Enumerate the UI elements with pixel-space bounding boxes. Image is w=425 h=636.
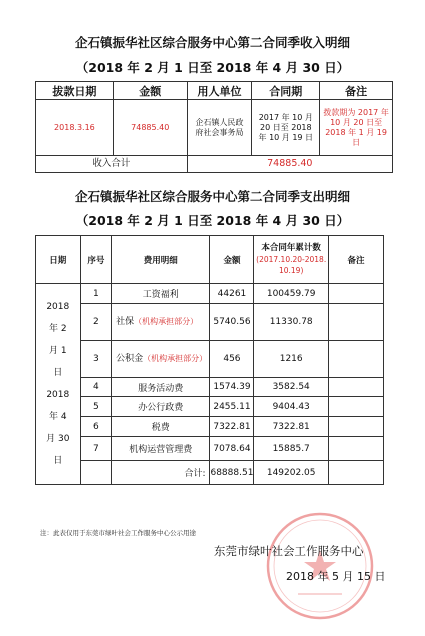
row-remark — [328, 378, 383, 397]
date-line: 月 30 — [46, 434, 70, 444]
table-row — [36, 284, 384, 304]
row-amount: 1574.39 — [210, 378, 254, 397]
row-seq: 5 — [80, 397, 112, 417]
expense-total-label: 合计: — [112, 461, 210, 485]
item-note: （机构承担部分） — [134, 317, 199, 326]
row-cumulative: 11330.78 — [254, 304, 328, 341]
income-contract: 2017 年 10 月 20 日至 2018 年 10 月 19 日 — [252, 100, 320, 156]
date-line: 2018 — [46, 302, 70, 312]
expense-header-item: 费用明细 — [112, 236, 210, 284]
income-header-amount: 金额 — [113, 82, 187, 100]
expense-header-amount: 金额 — [210, 236, 254, 284]
expense-total-cumulative: 149202.05 — [254, 461, 328, 485]
expense-header-cumulative — [254, 236, 328, 284]
income-total-row — [36, 156, 393, 173]
row-item: 税费 — [112, 417, 210, 437]
income-period: （2018 年 2 月 1 日至 2018 年 4 月 30 日） — [75, 60, 350, 75]
income-header-employer: 用人单位 — [187, 82, 252, 100]
income-remark: 拨款期为 2017 年 10 月 20 日至 2018 年 1 月 19 日 — [320, 100, 393, 156]
expense-title: 企石镇振华社区综合服务中心第二合同季支出明细 — [74, 189, 350, 204]
date-line: 2018 — [46, 390, 70, 400]
income-row — [36, 100, 393, 156]
row-seq: 3 — [80, 341, 112, 378]
table-row — [36, 341, 384, 378]
date-line: 月 1 — [48, 346, 67, 356]
income-header-row — [36, 82, 393, 100]
row-seq: 1 — [80, 284, 112, 304]
row-cumulative: 9404.43 — [254, 397, 328, 417]
expense-total-amount: 68888.51 — [210, 461, 254, 485]
official-seal — [264, 510, 376, 622]
income-table — [35, 81, 393, 173]
table-row — [36, 378, 384, 397]
table-row — [36, 304, 384, 341]
row-remark — [328, 397, 383, 417]
expense-header-date: 日期 — [36, 236, 81, 284]
expense-header-remark: 备注 — [328, 236, 383, 284]
row-item: 工资福利 — [112, 284, 210, 304]
date-line: 日 — [53, 456, 63, 466]
signature-date: 2018 年 5 月 15 日 — [286, 570, 386, 583]
item-label: 公积金 — [116, 354, 144, 364]
income-title: 企石镇振华社区综合服务中心第二合同季收入明细 — [74, 35, 350, 50]
date-line: 年 2 — [48, 324, 67, 334]
income-header-date: 拔款日期 — [36, 82, 114, 100]
row-amount: 44261 — [210, 284, 254, 304]
expense-table — [35, 235, 384, 485]
expense-total-row — [36, 461, 384, 485]
row-seq: 4 — [80, 378, 112, 397]
table-row — [36, 417, 384, 437]
row-amount: 456 — [210, 341, 254, 378]
row-item — [112, 341, 210, 378]
row-remark — [328, 417, 383, 437]
row-item — [112, 304, 210, 341]
income-header-remark: 备注 — [320, 82, 393, 100]
row-remark — [328, 341, 383, 378]
row-cumulative: 7322.81 — [254, 417, 328, 437]
date-line: 日 — [53, 368, 63, 378]
income-date: 2018.3.16 — [36, 100, 114, 156]
row-seq: 6 — [80, 417, 112, 437]
org-name: 东莞市绿叶社会工作服务中心 — [214, 544, 364, 558]
total-seq-empty — [80, 461, 112, 485]
item-label: 社保 — [116, 317, 135, 327]
expense-header-seq: 序号 — [80, 236, 112, 284]
table-row — [36, 397, 384, 417]
row-amount: 7078.64 — [210, 437, 254, 461]
row-item: 服务活动费 — [112, 378, 210, 397]
row-cumulative: 1216 — [254, 341, 328, 378]
cumulative-period: (2017.10.20-2018.10.19) — [256, 255, 327, 275]
row-item: 办公行政费 — [112, 397, 210, 417]
income-header-contract: 合同期 — [252, 82, 320, 100]
footer-note: 注：此表仅用于东莞市绿叶社会工作服务中心公示用途 — [40, 529, 196, 537]
expense-period: （2018 年 2 月 1 日至 2018 年 4 月 30 日） — [75, 213, 350, 228]
income-total-value: 74885.40 — [187, 156, 392, 173]
row-cumulative: 3582.54 — [254, 378, 328, 397]
income-total-label: 收入合计 — [36, 156, 188, 173]
income-amount: 74885.40 — [113, 100, 187, 156]
date-line: 年 4 — [48, 412, 67, 422]
income-employer: 企石镇人民政府社会事务局 — [187, 100, 252, 156]
total-remark-empty — [328, 461, 383, 485]
row-seq: 7 — [80, 437, 112, 461]
row-amount: 2455.11 — [210, 397, 254, 417]
row-item: 机构运营管理费 — [112, 437, 210, 461]
cumulative-label: 本合同年累计数 — [261, 243, 321, 253]
row-cumulative: 15885.7 — [254, 437, 328, 461]
row-remark — [328, 304, 383, 341]
expense-header-row — [36, 236, 384, 284]
row-remark — [328, 284, 383, 304]
row-remark — [328, 437, 383, 461]
row-seq: 2 — [80, 304, 112, 341]
row-amount: 7322.81 — [210, 417, 254, 437]
item-note: （机构承担部分） — [143, 354, 208, 363]
expense-date-range — [36, 284, 81, 485]
table-row — [36, 437, 384, 461]
row-cumulative: 100459.79 — [254, 284, 328, 304]
row-amount: 5740.56 — [210, 304, 254, 341]
